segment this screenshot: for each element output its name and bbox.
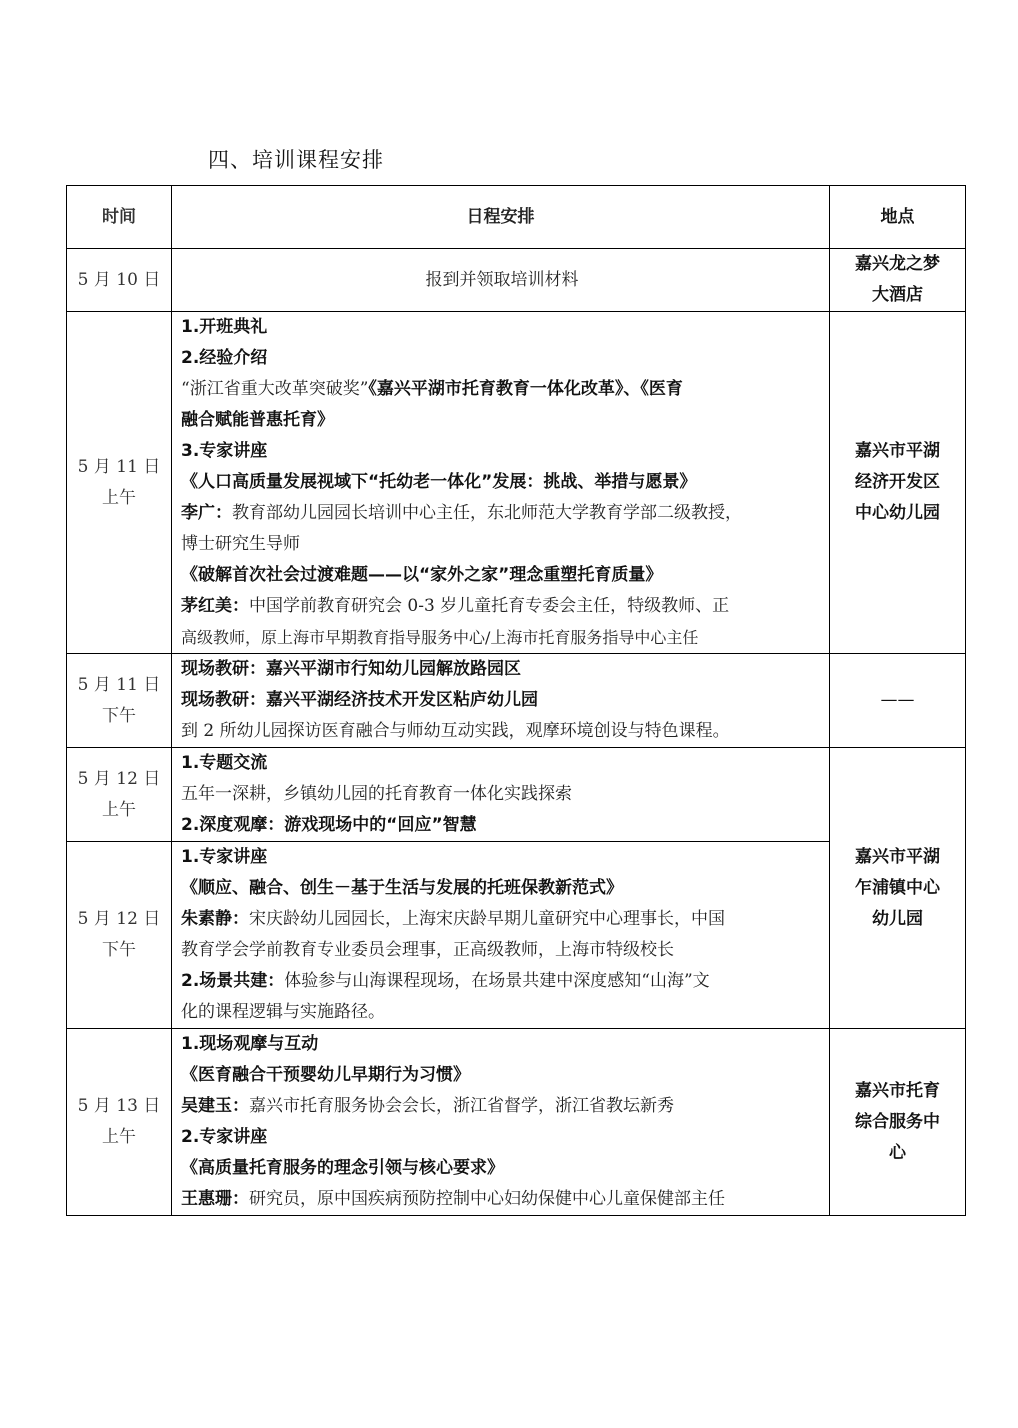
schedule-cell [172, 1029, 830, 1216]
location-dash: —— [880, 690, 915, 710]
time-date: 5 月 13 日 [77, 1096, 161, 1116]
speaker-name: 茅红美： [181, 596, 249, 616]
schedule-item: 现场教研：嘉兴平湖市行知幼儿园解放路园区 [181, 659, 521, 679]
location-cell [830, 748, 966, 1029]
speaker-name: 王惠珊： [181, 1189, 249, 1209]
speaker-info [181, 1091, 823, 1122]
speaker-name: 吴建玉： [181, 1096, 249, 1116]
table-row [67, 654, 966, 748]
schedule-item: 五年一深耕，乡镇幼儿园的托育教育一体化实践探索 [181, 784, 572, 804]
page-title: 四、培训课程安排 [208, 148, 384, 172]
time-date: 5 月 12 日 [77, 909, 161, 929]
schedule-cell [172, 842, 830, 1029]
time-date: 5 月 12 日 [77, 768, 161, 789]
award-name: “浙江省重大改革突破奖” [181, 379, 369, 399]
location-line: 中心幼儿园 [855, 503, 940, 523]
speaker-bio: 研究员，原中国疾病预防控制中心妇幼保健中心儿童保健部主任 [249, 1189, 725, 1209]
time-period: 上午 [102, 799, 136, 820]
schedule-item: 现场教研：嘉兴平湖经济技术开发区粘庐幼儿园 [181, 690, 538, 710]
schedule-item [181, 374, 823, 405]
speaker-name: 李广： [181, 503, 232, 523]
lecture-title: 《医育融合干预婴幼儿早期行为习惯》 [181, 1065, 470, 1085]
location-cell [830, 654, 966, 748]
time-period: 上午 [102, 1127, 136, 1147]
schedule-item: 报到并领取培训材料 [425, 269, 579, 290]
course-title: 《嘉兴平湖市托育教育一体化改革》、《医育 [368, 379, 683, 399]
table-row [67, 312, 966, 654]
schedule-item: 2.专家讲座 [181, 1127, 268, 1147]
item-label: 2.场景共建： [181, 971, 285, 991]
time-cell [67, 842, 172, 1029]
speaker-bio: 高级教师，原上海市早期教育指导服务中心/上海市托育服务指导中心主任 [181, 628, 699, 647]
header-location: 地点 [830, 186, 966, 249]
location-line: 嘉兴市平湖 [855, 846, 940, 867]
time-cell [67, 748, 172, 842]
schedule-item: 2.深度观摩：游戏现场中的“回应”智慧 [181, 815, 477, 835]
location-line: 幼儿园 [872, 908, 923, 929]
table-row [67, 748, 966, 842]
speaker-info [181, 591, 823, 622]
schedule-item: 融合赋能普惠托育》 [181, 410, 334, 430]
time-cell [67, 1029, 172, 1216]
lecture-title: 《高质量托育服务的理念引领与核心要求》 [181, 1158, 504, 1178]
speaker-bio: 嘉兴市托育服务协会会长，浙江省督学，浙江省教坛新秀 [249, 1096, 674, 1116]
time-period: 下午 [102, 940, 136, 960]
location-line: 乍浦镇中心 [855, 877, 940, 898]
speaker-bio: 教育部幼儿园园长培训中心主任，东北师范大学教育学部二级教授， [232, 503, 742, 523]
schedule-item: 2.经验介绍 [181, 348, 268, 368]
schedule-table [66, 185, 966, 1216]
location-cell [830, 249, 966, 312]
lecture-title: 《人口高质量发展视域下“托幼老一体化”发展：挑战、举措与愿景》 [181, 472, 697, 492]
schedule-item: 1.现场观摩与互动 [181, 1034, 319, 1054]
schedule-item: 3.专家讲座 [181, 441, 268, 461]
speaker-info [181, 904, 823, 935]
location-line: 综合服务中 [855, 1111, 940, 1132]
time-period: 上午 [102, 487, 136, 508]
schedule-cell [172, 249, 830, 312]
location-line: 心 [889, 1142, 906, 1163]
location-line: 经济开发区 [855, 472, 940, 492]
table-header-row [67, 186, 966, 249]
speaker-bio: 宋庆龄幼儿园园长，上海宋庆龄早期儿童研究中心理事长，中国 [249, 909, 725, 929]
location-cell [830, 312, 966, 654]
schedule-item: 1.专题交流 [181, 753, 268, 773]
schedule-item [181, 966, 823, 997]
time-date: 5 月 11 日 [77, 456, 161, 477]
table-row [67, 249, 966, 312]
lecture-title: 《顺应、融合、创生－基于生活与发展的托班保教新范式》 [181, 878, 623, 898]
speaker-info [181, 1184, 823, 1215]
schedule-item: 1.开班典礼 [181, 317, 268, 337]
speaker-name: 朱素静： [181, 909, 249, 929]
location-line: 嘉兴市平湖 [855, 441, 940, 461]
item-desc: 体验参与山海课程现场，在场景共建中深度感知“山海”文 [284, 971, 710, 991]
schedule-cell [172, 748, 830, 842]
location-line: 嘉兴市托育 [855, 1080, 940, 1101]
schedule-cell [172, 654, 830, 748]
time-cell [67, 312, 172, 654]
time-cell [67, 654, 172, 748]
time-period: 下午 [102, 705, 136, 726]
lecture-title: 《破解首次社会过渡难题——以“家外之家”理念重塑托育质量》 [181, 565, 663, 585]
item-desc: 化的课程逻辑与实施路径。 [181, 1002, 385, 1022]
location-cell [830, 1029, 966, 1216]
time-date: 5 月 10 日 [77, 269, 161, 290]
header-schedule: 日程安排 [172, 186, 830, 249]
speaker-bio: 博士研究生导师 [181, 534, 300, 554]
time-cell [67, 249, 172, 312]
location-line: 嘉兴龙之梦 [855, 254, 940, 274]
table-row [67, 1029, 966, 1216]
speaker-bio: 中国学前教育研究会 0-3 岁儿童托育专委会主任，特级教师、正 [249, 596, 730, 616]
header-time: 时间 [67, 186, 172, 249]
speaker-info [181, 498, 823, 529]
speaker-bio: 教育学会学前教育专业委员会理事，正高级教师，上海市特级校长 [181, 940, 674, 960]
location-line: 大酒店 [872, 285, 923, 305]
schedule-cell [172, 312, 830, 654]
time-date: 5 月 11 日 [77, 674, 161, 695]
schedule-item: 1.专家讲座 [181, 847, 268, 867]
schedule-item: 到 2 所幼儿园探访医育融合与师幼互动实践，观摩环境创设与特色课程。 [181, 721, 730, 741]
